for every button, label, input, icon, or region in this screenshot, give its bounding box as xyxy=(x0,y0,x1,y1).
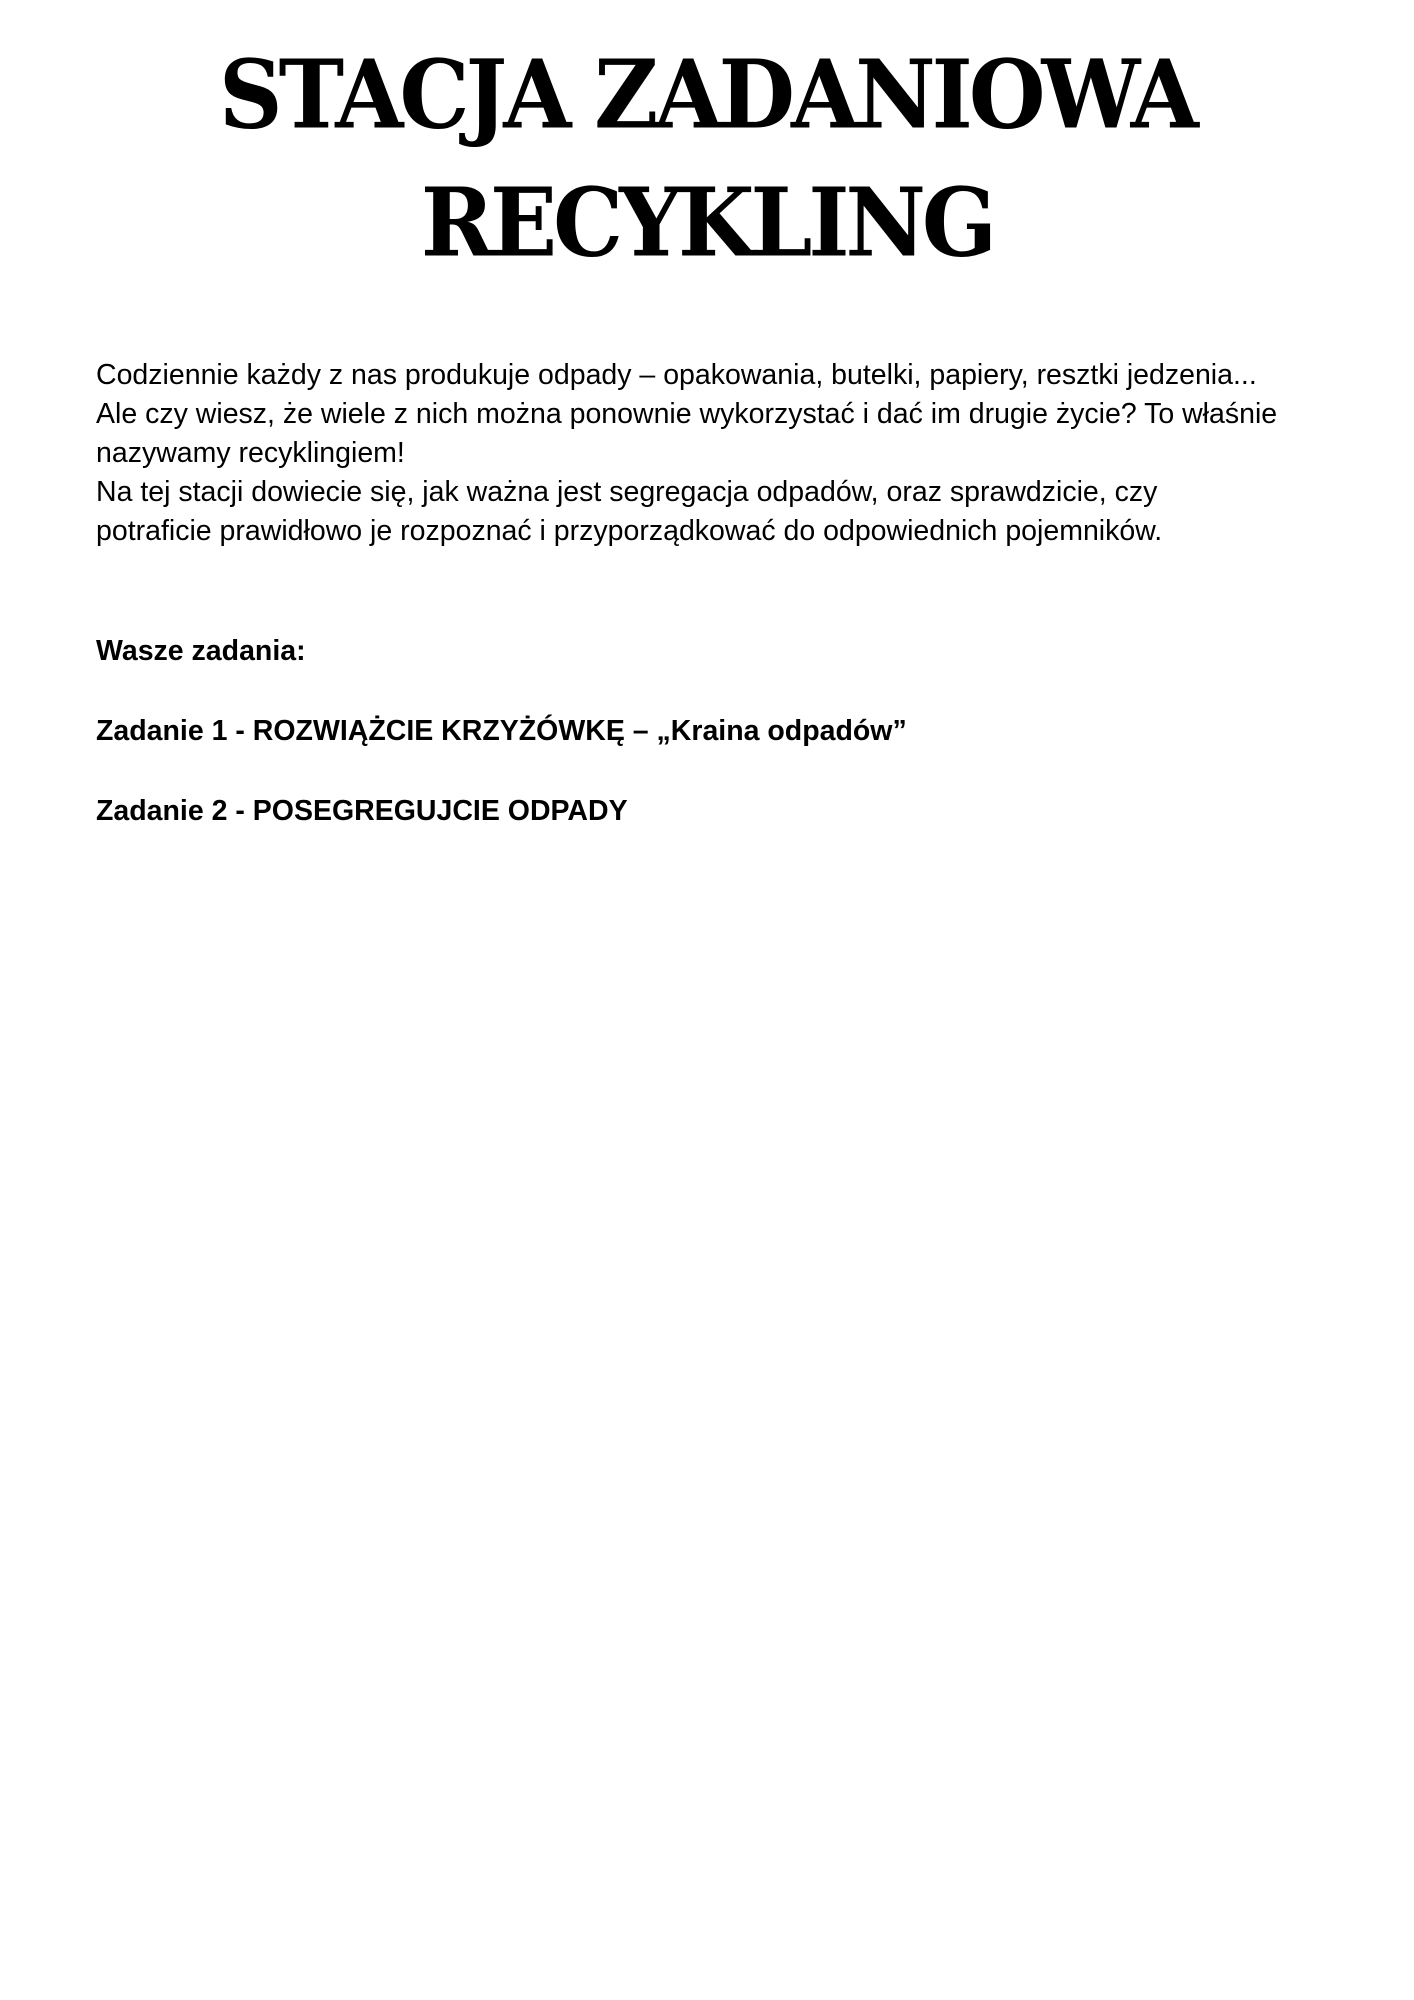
page-title-line-2: RECYKLING xyxy=(420,165,994,279)
intro-line: Ale czy wiesz, że wiele z nich można ponownie wykorzystać i dać im drugie życie? To właśnie xyxy=(96,398,1278,430)
intro-line: nazywamy recyklingiem! xyxy=(96,437,405,469)
intro-paragraph xyxy=(96,356,1336,551)
intro-line: potraficie prawidłowo je rozpoznać i przyporządkować do odpowiednich pojemników. xyxy=(96,515,1163,547)
task-1-heading: Zadanie 1 - ROZWIĄŻCIE KRZYŻÓWKĘ – „Kraina odpadów” xyxy=(96,715,907,747)
page-title-line-1: STACJA ZADANIOWA xyxy=(219,37,1195,151)
tasks-heading: Wasze zadania: xyxy=(96,635,306,667)
intro-line: Na tej stacji dowiecie się, jak ważna jest segregacja odpadów, oraz sprawdzicie, czy xyxy=(96,476,1158,508)
intro-line: Codziennie każdy z nas produkuje odpady – opakowania, butelki, papiery, resztki jedzenia... xyxy=(96,359,1257,391)
task-2-heading: Zadanie 2 - POSEGREGUJCIE ODPADY xyxy=(96,795,628,827)
